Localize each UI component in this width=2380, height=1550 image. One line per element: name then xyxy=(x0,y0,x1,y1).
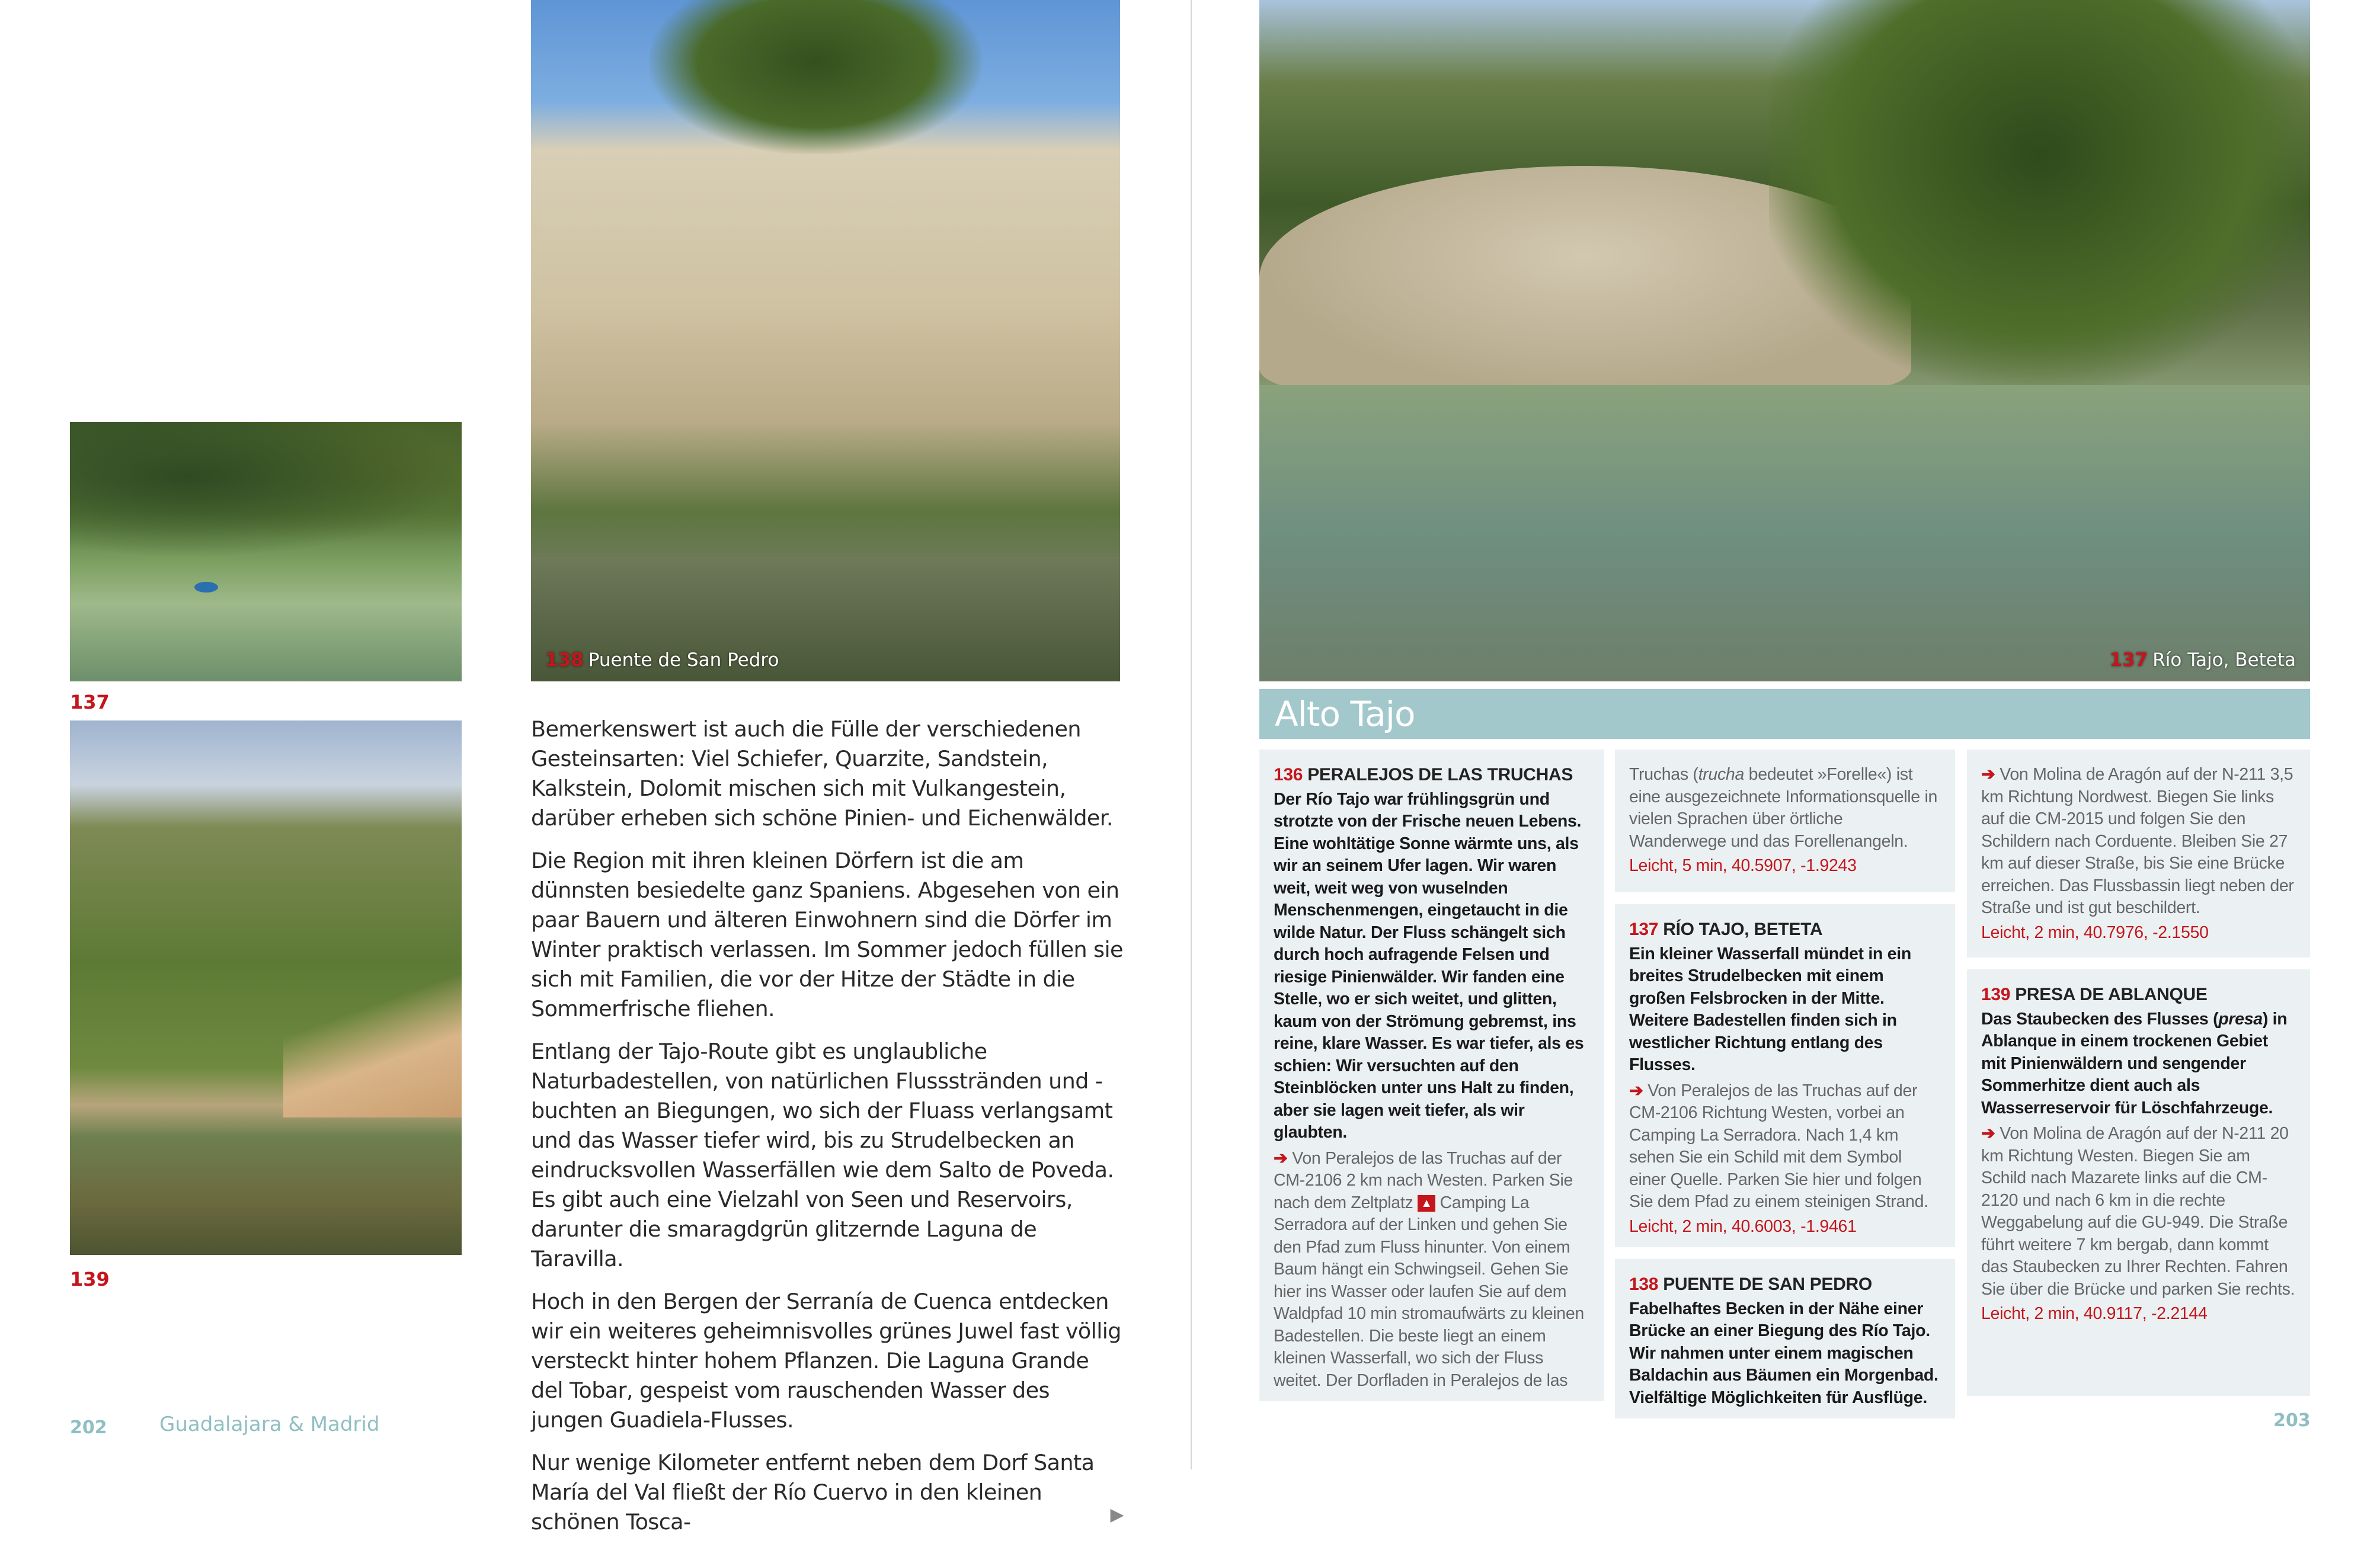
entry-136-continued xyxy=(1615,750,1955,892)
arrow-icon: ➔ xyxy=(1274,1148,1288,1168)
photo-number-137: 137 xyxy=(70,691,110,713)
tent-icon: ▲ xyxy=(1418,1195,1435,1212)
entry-title: 137 RÍO TAJO, BETETA xyxy=(1629,920,1823,939)
paragraph: Bemerkenswert ist auch die Fülle der verschiedenen Gesteinsarten: Viel Schiefer, Quarzite, Sandstein, Kalkstein, Dolomit mischen sich mit Vulkangestein, darüber erheben sich schöne Pinien- und Eichenwälder. xyxy=(531,716,1113,831)
info-column-3 xyxy=(1967,750,2310,1396)
entry-lead: Der Río Tajo war frühlingsgrün und strotzte von der Frische neuen Lebens. Eine wohltätige Sonne wärmte uns, als wir an seinem Ufer lagen. Wir waren weit, weit weg von wuselnden Menschenmengen, eingetaucht in die wilde Natur. Der Fluss schängelt sich durch hoch aufragende Felsen und riesige Pinienwälder. Wir fanden eine Stelle, wo er sich weitet, und glitten, kaum von der Strömung gebremst, ins reine, klare Wasser. Es war tiefer, als es schien: Wir versuchten auf den Steinblöcken unter uns Halt zu finden, aber sie lagen weit tiefer, als wir glaubten. xyxy=(1274,789,1584,1142)
paragraph: Entlang der Tajo-Route gibt es unglaubliche Naturbadestellen, von natürlichen Flussstränden und -buchten an Biegungen, wo sich der Fluass verlangsamt und das Wasser tiefer wird, bis zu Strudelbecken an eindrucksvollen Wasserfällen wie dem Salto de Poveda. Es gibt auch eine Vielzahl von Seen und Reservoirs, darunter die smaragdgrün glitzernde Laguna de Taravilla. xyxy=(531,1039,1114,1272)
entry-meta: Leicht, 2 min, 40.6003, -1.9461 xyxy=(1629,1216,1857,1236)
running-head: Guadalajara & Madrid xyxy=(159,1413,380,1436)
entry-lead: Das Staubecken des Flusses (presa) in Ablanque in einem trockenen Gebiet mit Pinienwäldern und sengender Sommerhitze dient auch als Wasserreservoir für Löschfahrzeuge. xyxy=(1981,1009,2288,1117)
photo-138-cliff xyxy=(531,0,1120,681)
photo-caption: 137 Río Tajo, Beteta xyxy=(2109,649,2296,671)
entry-lead: Fabelhaftes Becken in der Nähe einer Brücke an einer Biegung des Río Tajo. Wir nahmen unter einem magischen Baldachin aus Bäumen ein Morgenbad. Vielfältige Möglichkeiten für Ausflüge. xyxy=(1629,1299,1938,1407)
info-column-1 xyxy=(1259,750,1604,1401)
paragraph: Hoch in den Bergen der Serranía de Cuenca entdecken wir ein weiteres geheimnisvolles grünes Juwel fast völlig versteckt hinter hohem Pflanzen. Die Laguna Grande del Tobar, gespeist vom rauschenden Wasser des jungen Guadiela-Flusses. xyxy=(531,1289,1121,1433)
paragraph: Nur wenige Kilometer entfernt neben dem Dorf Santa María del Val fließt der Río Cuervo in den kleinen schönen Tosca- xyxy=(531,1450,1095,1535)
continue-arrow-icon: ▶ xyxy=(1110,1504,1124,1525)
arrow-icon: ➔ xyxy=(1629,1081,1643,1100)
photo-137-swimmer xyxy=(70,422,462,681)
entry-directions: ➔ Von Peralejos de las Truchas auf der CM-2106 2 km nach Westen. Parken Sie nach dem Zeltplatz ▲ Camping La Serradora auf der Linken und gehen Sie den Pfad zum Fluss hinunter. Von einem Baum hängt ein Schwingseil. Gehen Sie hier ins Wasser oder laufen Sie auf dem Waldpfad 10 min stromaufwärts zu kleinen Badestellen. Die beste liegt an einem kleinen Wasserfall, wo sich der Fluss weitet. Der Dorfladen in Peralejos de las xyxy=(1274,1148,1584,1390)
photo-number-139: 139 xyxy=(70,1268,110,1290)
page-gutter xyxy=(1191,0,1192,1469)
info-column-2 xyxy=(1615,750,1955,1418)
page-number-left: 202 xyxy=(70,1417,107,1438)
entry-lead: Ein kleiner Wasserfall mündet in ein breites Strudelbecken mit einem großen Felsbrocken in der Mitte. Weitere Badestellen finden sich in westlicher Richtung entlang des Flusses. xyxy=(1629,944,1911,1074)
arrow-icon: ➔ xyxy=(1981,1124,1995,1143)
photo-137-diver xyxy=(1259,0,2310,681)
photo-139-reservoir xyxy=(70,720,462,1255)
paragraph: Die Region mit ihren kleinen Dörfern ist die am dünnsten besiedelte ganz Spaniens. Abgesehen von ein paar Bauern und älteren Einwohnern sind die Dörfer im Winter praktisch verlassen. Im Sommer jedoch füllen sie sich mit Familien, die vor der Hitze der Städte in die Sommerfrische fliehen. xyxy=(531,848,1123,1021)
entry-directions: ➔ Von Peralejos de las Truchas auf der CM-2106 Richtung Westen, vorbei an Camping La Serradora. Nach 1,4 km sehen Sie ein Schild mit dem Symbol einer Quelle. Parken Sie hier und folgen Sie dem Pfad zu einem steinigen Strand. xyxy=(1629,1081,1928,1211)
section-title: Alto Tajo xyxy=(1259,689,2310,739)
entry-directions: Truchas (trucha bedeutet »Forelle«) ist eine ausgezeichnete Informationsquelle in vielen Sprachen über örtliche Wanderwege und das Forellenangeln. xyxy=(1629,765,1938,851)
entry-meta: Leicht, 5 min, 40.5907, -1.9243 xyxy=(1629,856,1857,875)
entry-137 xyxy=(1615,904,1955,1247)
page-number-right: 203 xyxy=(2273,1410,2311,1431)
entry-title: 136 PERALEJOS DE LAS TRUCHAS xyxy=(1274,765,1573,784)
photo-caption: 138 Puente de San Pedro xyxy=(545,649,779,671)
arrow-icon: ➔ xyxy=(1981,765,1995,784)
main-article-text xyxy=(531,715,1124,1550)
entry-directions: ➔ Von Molina de Aragón auf der N-211 20 km Richtung Westen. Biegen Sie am Schild nach Mazarete links auf die CM-2120 und nach 6 km in die rechte Weggabelung auf die GU-949. Die Straße führt weitere 7 km bergab, dann kommt das Staubecken zu Ihrer Rechten. Fahren Sie über die Brücke und parken Sie rechts. xyxy=(1981,1124,2295,1299)
entry-136 xyxy=(1259,750,1604,1401)
entry-title: 138 PUENTE DE SAN PEDRO xyxy=(1629,1274,1872,1294)
entry-meta: Leicht, 2 min, 40.9117, -2.2144 xyxy=(1981,1304,2208,1323)
entry-meta: Leicht, 2 min, 40.7976, -2.1550 xyxy=(1981,923,2209,942)
entry-138-continued xyxy=(1967,750,2310,957)
entry-title: 139 PRESA DE ABLANQUE xyxy=(1981,985,2208,1004)
entry-directions: ➔ Von Molina de Aragón auf der N-211 3,5 km Richtung Nordwest. Biegen Sie links auf die CM-2015 und folgen Sie den Schildern nach Corduente. Bleiben Sie 27 km auf dieser Straße, bis Sie eine Brücke erreichen. Das Flussbassin liegt neben der Straße und ist gut beschildert. xyxy=(1981,765,2294,917)
entry-139 xyxy=(1967,969,2310,1396)
entry-138 xyxy=(1615,1259,1955,1418)
